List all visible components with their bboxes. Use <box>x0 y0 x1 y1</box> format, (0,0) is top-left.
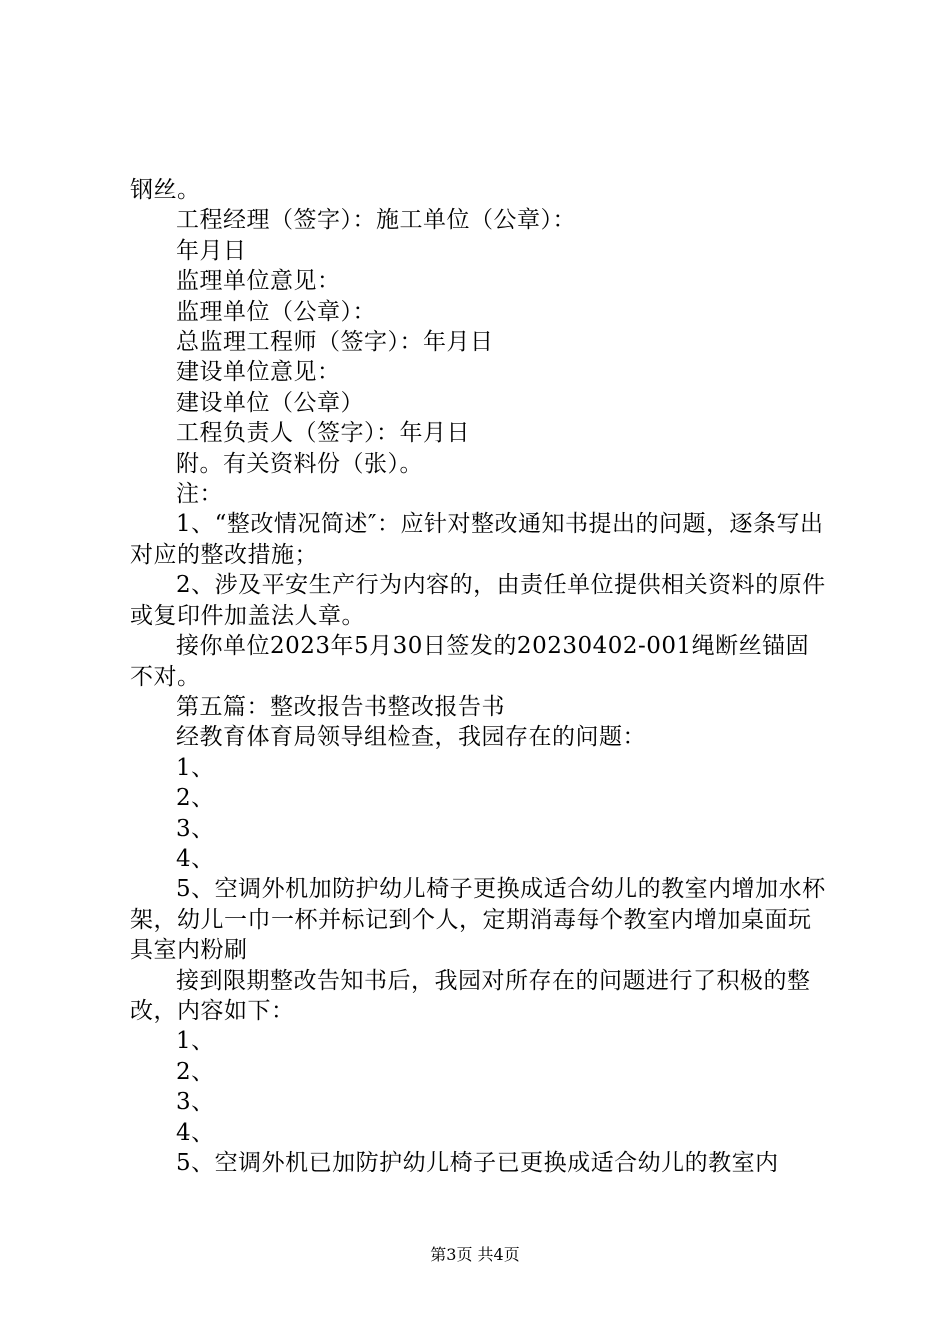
document-paragraph: 注： <box>176 481 223 508</box>
document-paragraph: 1、 <box>176 754 215 781</box>
page-footer: 第3页 共4页 <box>430 1245 520 1264</box>
document-paragraph: 接你单位2023年5月30日签发的20230402-001绳断丝锚固不对。 <box>130 633 810 690</box>
document-paragraph: 监理单位（公章）： <box>176 298 376 325</box>
document-paragraph: 1、 <box>176 1028 215 1055</box>
document-paragraph: 2、 <box>176 1058 215 1085</box>
document-paragraph: 建设单位（公章） <box>176 389 364 416</box>
document-paragraph: 工程负责人（签字）：年月日 <box>176 420 470 447</box>
document-paragraph: 5、空调外机已加防护幼儿椅子已更换成适合幼儿的教室内 <box>176 1150 779 1176</box>
document-paragraph: 监理单位意见： <box>176 268 341 295</box>
document-paragraph: 建设单位意见： <box>176 359 341 386</box>
document-paragraph: 年月日 <box>176 237 247 264</box>
document-paragraph: 经教育体育局领导组检查，我园存在的问题： <box>176 724 646 751</box>
document-paragraph: 1、“整改情况简述″：应针对整改通知书提出的问题，逐条写出对应的整改措施； <box>130 511 824 568</box>
document-paragraph: 总监理工程师（签字）：年月日 <box>176 329 494 356</box>
document-paragraph: 钢丝。 <box>130 177 201 203</box>
document-paragraph: 接到限期整改告知书后，我园对所存在的问题进行了积极的整改，内容如下： <box>130 967 811 1024</box>
document-paragraph: 3、 <box>176 1089 215 1116</box>
document-paragraph: 5、空调外机加防护幼儿椅子更换成适合幼儿的教室内增加水杯架，幼儿一巾一杯并标记到个人，定期消毒每个教室内增加桌面玩具室内粉刷 <box>130 876 826 964</box>
document-body <box>130 175 830 1178</box>
document-paragraph: 2、涉及平安生产行为内容的，由责任单位提供相关资料的原件或复印件加盖法人章。 <box>130 572 826 629</box>
document-paragraph: 4、 <box>176 845 215 872</box>
document-paragraph: 3、 <box>176 815 215 842</box>
document-paragraph: 工程经理（签字）：施工单位（公章）： <box>176 207 576 234</box>
document-paragraph: 2、 <box>176 785 215 812</box>
document-paragraph: 第五篇：整改报告书整改报告书 <box>176 693 505 720</box>
document-paragraph: 附。有关资料份（张）。 <box>176 450 423 477</box>
document-paragraph: 4、 <box>176 1119 215 1146</box>
